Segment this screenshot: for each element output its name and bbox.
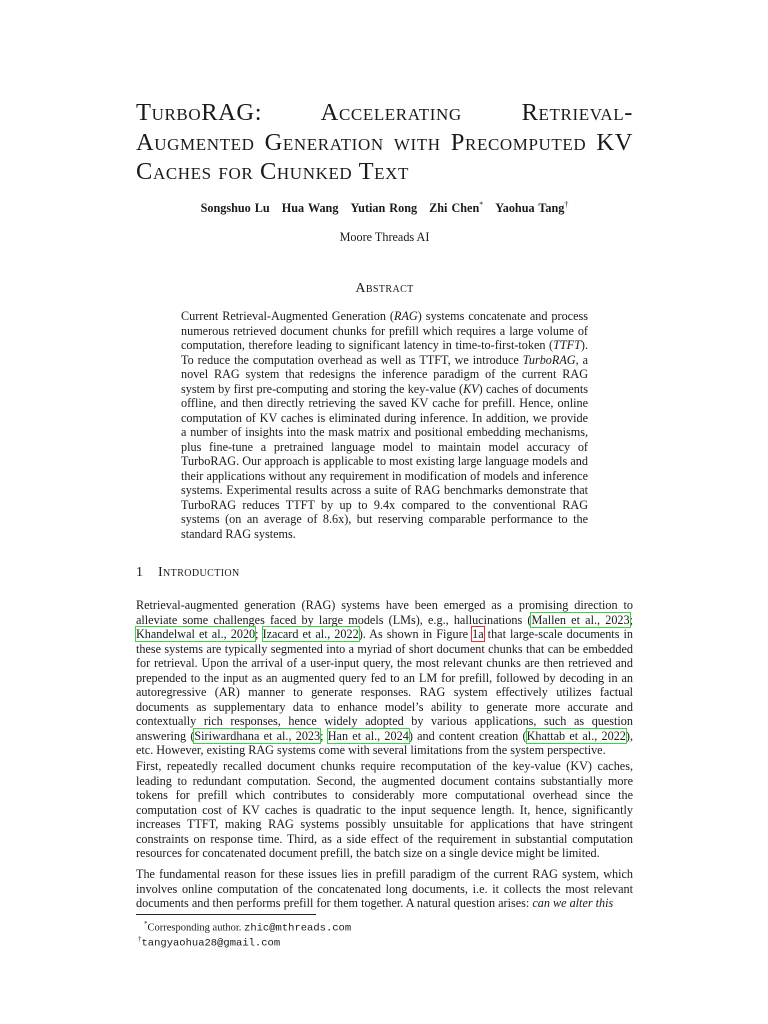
footnote-mark: * bbox=[479, 200, 484, 209]
paper-title: TurboRAG: Accelerating Retrieval-Augmented Generation with Precomputed KV Caches for Chunked Text bbox=[136, 99, 633, 185]
citation-link[interactable]: Izacard et al., 2022 bbox=[262, 627, 359, 641]
section-number: 1 bbox=[136, 565, 144, 580]
abstract-text: Current Retrieval-Augmented Generation (RAG) systems concatenate and process numerous retrieved document chunks for prefill which requires a large volume of computation, therefore leading to significant latency in time-to-first-token (TTFT). To reduce the computation overhead as well as TTFT, we introduce TurboRAG, a novel RAG system that redesigns the inference paradigm of the current RAG system by first pre-computing and storing the key-value (KV) caches of documents offline, and then directly retrieving the saved KV cache for prefill. Hence, online computation of KV caches is eliminated during inference. In addition, we provide a number of insights into the mask matrix and positional embedding mechanisms, plus fine-tune a pretrained language model to maintain model accuracy of TurboRAG. Our approach is applicable to most existing large language models and their applications without any requirement in modification of models and inference systems. Experimental results across a suite of RAG benchmarks demonstrate that TurboRAG reduces TTFT by up to 9.4x compared to the conventional RAG systems (on an average of 8.6x), but reserving comparable performance to the standard RAG systems. bbox=[181, 309, 588, 541]
citation-link[interactable]: Mallen et al., 2023 bbox=[531, 612, 630, 627]
citation-link[interactable]: Han et al., 2024 bbox=[327, 728, 409, 743]
author-name: Yaohua Tang† bbox=[495, 200, 569, 216]
author-name: Songshuo Lu bbox=[200, 201, 270, 216]
intro-paragraph-1: Retrieval-augmented generation (RAG) systems have been emerged as a promising direction to alleviate some challenges faced by large models (LMs), e.g., hallucinations (Mallen et al., 2023; Khandelwal et al., 2020; Izacard et al., 2022). As shown in Figure 1a that large-scale documents in these systems are typically segmented into a myriad of short document chunks that can be embedded for retrieval. Upon the arrival of a user-input query, the most relevant chunks are then retrieved and prepended to the input as an augmented query fed to an LM for prefill, followed by decoding in an autoregressive (AR) manner to generate responses. RAG system effectively utilizes factual documents as supplementary data to enhance model’s ability to generate more accurate and contextually rich responses, hence widely adopted by various applications, such as question answering (Siriwardhana et al., 2023; Han et al., 2024) and content creation (Khattab et al., 2022), etc. However, existing RAG systems come with several limitations from the system perspective. bbox=[136, 598, 633, 757]
figure-link[interactable]: 1a bbox=[472, 627, 484, 641]
author-name: Hua Wang bbox=[281, 201, 339, 216]
citation-link[interactable]: Khandelwal et al., 2020 bbox=[136, 627, 256, 641]
intro-paragraph-3: The fundamental reason for these issues lies in prefill paradigm of the current RAG system, which involves online computation of the concatenated long documents, i.e. it collects the most relevant documents and then performs prefill for them together. A natural question arises: can we alter this bbox=[136, 867, 633, 910]
footnote-corresponding: *Corresponding author. zhic@mthreads.com bbox=[144, 920, 352, 935]
citation-link[interactable]: Siriwardhana et al., 2023 bbox=[194, 728, 321, 743]
footnote-email: †tangyaohua28@gmail.com bbox=[138, 935, 281, 950]
author-name: Yutian Rong bbox=[350, 201, 418, 216]
footnote-rule bbox=[136, 914, 316, 915]
citation-link[interactable]: Khattab et al., 2022 bbox=[526, 728, 626, 743]
section-title: Introduction bbox=[158, 565, 240, 580]
abstract-heading: Abstract bbox=[355, 281, 414, 296]
intro-paragraph-2: First, repeatedly recalled document chunks require recomputation of the key-value (KV) caches, leading to redundant computation. Second, the augmented document contains substantially more tokens for prefill which contributes to considerably more computational overhead since the computation cost of KV caches is quadratic to the input sequence length. It, hence, significantly increases TTFT, making RAG systems possibly unsuitable for applications that have stringent constraints on response time. Third, as a side effect of the requirement in substantial computation resources for concatenated document prefill, the batch size on a single device might be limited. bbox=[136, 759, 633, 860]
footnote-mark: † bbox=[564, 200, 569, 209]
email-link[interactable]: zhic@mthreads.com bbox=[244, 922, 352, 935]
author-name: Zhi Chen* bbox=[429, 200, 484, 216]
section-heading bbox=[136, 565, 240, 581]
email-link[interactable]: tangyaohua28@gmail.com bbox=[141, 937, 281, 950]
affiliation: Moore Threads AI bbox=[339, 230, 430, 244]
author-list bbox=[136, 200, 633, 216]
